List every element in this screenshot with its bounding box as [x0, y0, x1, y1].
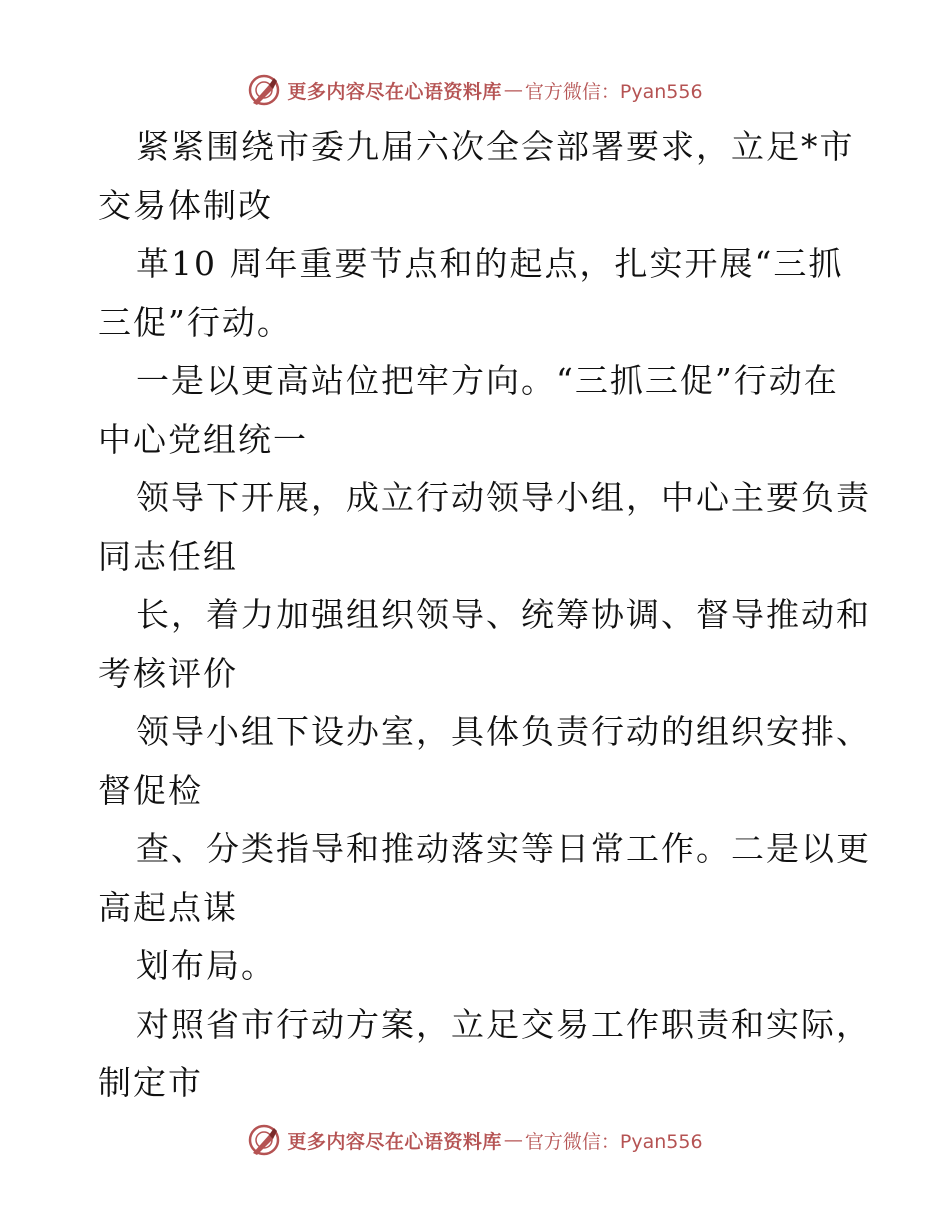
- text-line: 划布局。: [136, 946, 276, 985]
- footer-watermark: [0, 1120, 950, 1160]
- pen-logo-icon: [247, 1123, 281, 1157]
- text-line: 一是以更高站位把牢方向。“三抓三促”行动在: [136, 361, 839, 400]
- watermark-wechat: 官方微信：Pyan556: [524, 1130, 703, 1153]
- watermark-text: 更多内容尽在心语资料库: [287, 80, 502, 103]
- text-line: 领导下开展，成立行动领导小组，中心主要负责: [136, 478, 871, 517]
- header-watermark: [0, 70, 950, 110]
- text-line: 领导小组下设办室，具体负责行动的组织安排、: [136, 712, 871, 751]
- text-line: 对照省市行动方案，立足交易工作职责和实际，: [136, 1004, 871, 1044]
- text-line: 高起点谋: [98, 887, 238, 927]
- text-line: 督促检: [98, 770, 203, 810]
- text-line: 中心党组统一: [98, 419, 308, 459]
- watermark-wechat: 官方微信：Pyan556: [524, 80, 703, 103]
- watermark-separator: —: [503, 79, 523, 101]
- text-line: 革10 周年重要节点和的起点，扎实开展“三抓: [136, 244, 844, 283]
- text-line: 制定市: [98, 1063, 203, 1102]
- watermark-text: 更多内容尽在心语资料库: [287, 1130, 502, 1153]
- text-line: 长，着力加强组织领导、统筹协调、督导推动和: [136, 595, 871, 634]
- text-line: 考核评价: [98, 653, 238, 693]
- document-body: [98, 118, 871, 1113]
- watermark-separator: —: [503, 1129, 523, 1151]
- text-line: 三促”行动。: [98, 302, 292, 342]
- text-line: 同志任组: [98, 536, 238, 576]
- pen-logo-icon: [247, 73, 281, 107]
- text-line: 交易体制改: [98, 185, 273, 225]
- text-line: 查、分类指导和推动落实等日常工作。二是以更: [136, 829, 871, 868]
- text-line: 紧紧围绕市委九届六次全会部署要求，立足*市: [136, 127, 855, 166]
